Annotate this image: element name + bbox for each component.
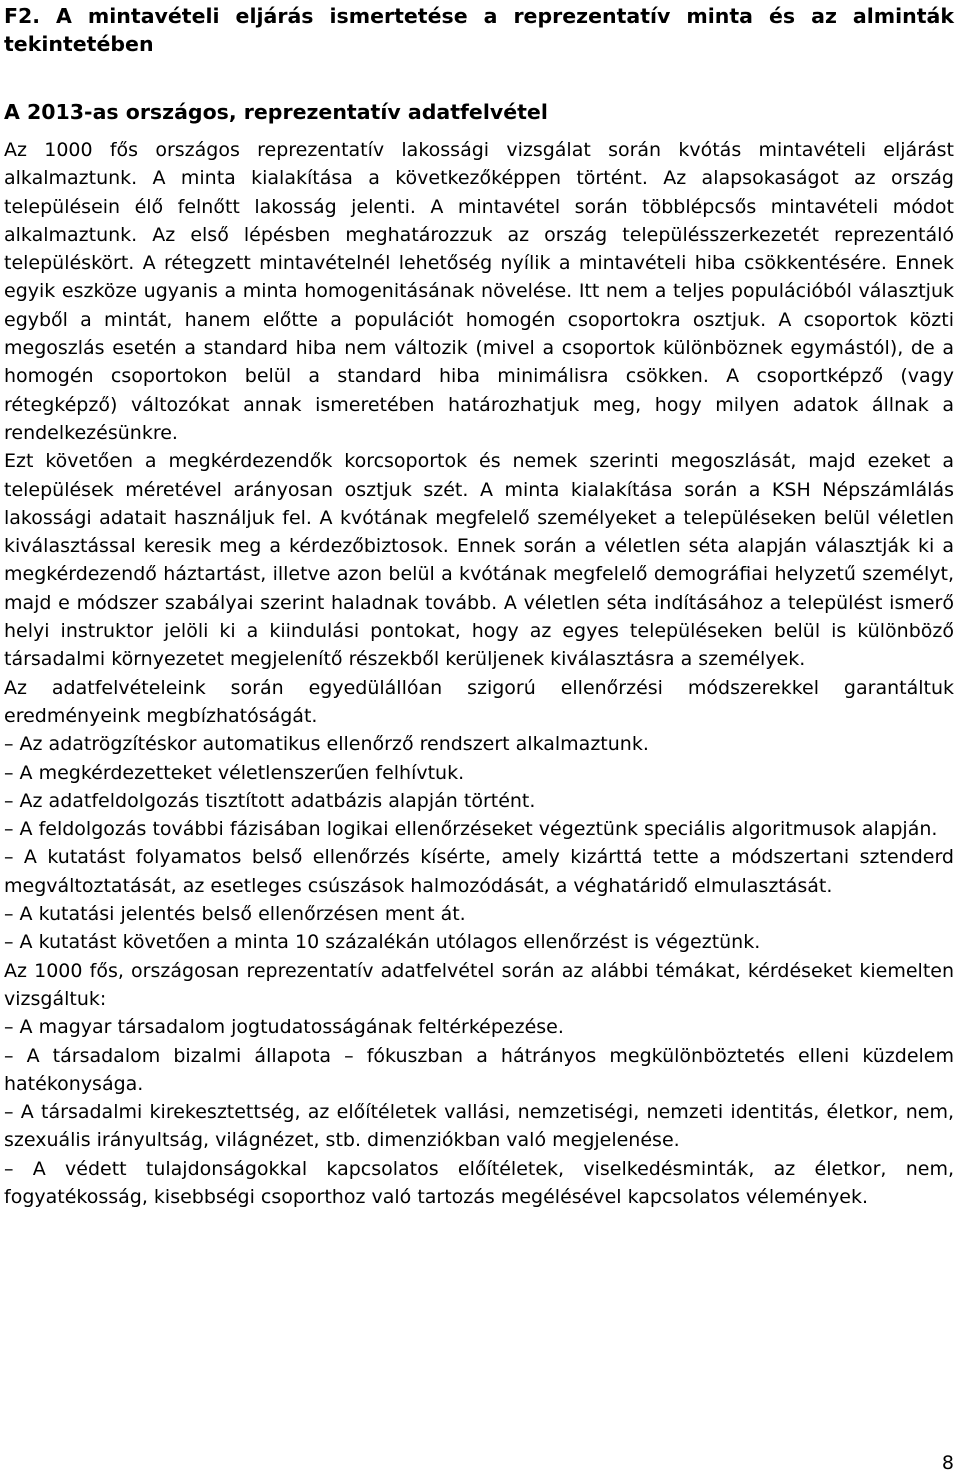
- list-item: – Az adatrögzítéskor automatikus ellenőrző rendszert alkalmaztunk.: [4, 733, 649, 756]
- list-item: – A kutatási jelentés belső ellenőrzésen ment át.: [4, 903, 466, 926]
- paragraph-quality-control: Az adatfelvételeink során egyedülállóan szigorú ellenőrzési módszerekkel garantáltuk eredményeink megbízhatóságát.: [4, 676, 954, 727]
- list-item: – A magyar társadalom jogtudatosságának feltérképezése.: [4, 1016, 564, 1039]
- list-item: – A társadalom bizalmi állapota – fókuszban a hátrányos megkülönböztetés elleni küzdelem hatékonysága.: [4, 1044, 954, 1095]
- list-item: – A kutatást követően a minta 10 százalékán utólagos ellenőrzést is végeztünk.: [4, 931, 761, 954]
- list-item: – A megkérdezetteket véletlenszerűen felhívtuk.: [4, 761, 465, 784]
- subsection-title: A 2013-as országos, reprezentatív adatfelvétel: [4, 100, 548, 124]
- paragraph-sampling-method: Az 1000 fős országos reprezentatív lakossági vizsgálat során kvótás mintavételi eljárást alkalmaztunk. A minta kialakítása a következőképpen történt. Az alapsokaságot az ország településein élő felnőtt lakosság jelenti. A mintavétel során többlépcsős mintavételi módot alkalmaztunk. Az első lépésben meghatározzuk az ország településszerkezetét reprezentáló településkört. A rétegzett mintavételnél lehetőség nyílik a mintavételi hiba csökkentésére. Ennek egyik eszköze ugyanis a minta homogenitásának növelése. Itt nem a teljes populációból választjuk egyből a mintát, hanem előtte a populációt homogén csoportokra osztjuk. A csoportok közti megoszlás esetén a standard hiba nem változik (mivel a csoportok különböznek egymástól), de a homogén csoportokon belül a standard hiba minimálisra csökken. A csoportképző (vagy rétegképző) változókat annak ismeretében határozhatjuk meg, hogy milyen adatok állnak a rendelkezésünkre.: [4, 139, 954, 444]
- body-text: [4, 136, 954, 1211]
- list-item: – A kutatást folyamatos belső ellenőrzés kísérte, amely kizárttá tette a módszertani sztenderd megváltoztatását, az esetleges csúszások halmozódását, a véghatáridő elmulasztását.: [4, 846, 954, 897]
- topics-list: [4, 1013, 954, 1211]
- list-item: – Az adatfeldolgozás tisztított adatbázis alapján történt.: [4, 789, 536, 812]
- document-page: [4, 0, 954, 1211]
- paragraph-quota-selection: Ezt követően a megkérdezendők korcsoportok és nemek szerinti megoszlását, majd ezeket a települések méretével arányosan osztjuk szét. A minta kialakítása során a KSH Népszámlálás lakossági adatait használjuk fel. A kvótának megfelelő személyeket a településeken belül véletlen kiválasztással keresik meg a kérdezőbiztosok. Ennek során a véletlen séta alapján választják ki a megkérdezendő háztartást, illetve azon belül a kvótának megfelelő demográfiai helyzetű személyt, majd e módszer szabályai szerint haladnak tovább. A véletlen séta indításához a települést ismerő helyi instruktor jelöli ki a kiindulási pontokat, hogy az egyes településeken belül is különböző társadalmi környezetet megjelenítő részekből kerüljenek kiválasztásra a személyek.: [4, 450, 954, 671]
- list-item: – A feldolgozás további fázisában logikai ellenőrzéseket végeztünk speciális algoritmusok alapján.: [4, 818, 938, 841]
- section-title: F2. A mintavételi eljárás ismertetése a reprezentatív minta és az alminták tekintetében: [4, 4, 954, 56]
- quality-control-list: [4, 730, 954, 956]
- paragraph-topics-intro: Az 1000 fős, országosan reprezentatív adatfelvétel során az alábbi témákat, kérdéseket kiemelten vizsgáltuk:: [4, 959, 954, 1010]
- list-item: – A társadalmi kirekesztettség, az előítéletek vallási, nemzetiségi, nemzeti identitás, életkor, nem, szexuális irányultság, világnézet, stb. dimenziókban való megjelenése.: [4, 1101, 954, 1152]
- list-item: – A védett tulajdonságokkal kapcsolatos előítéletek, viselkedésminták, az életkor, nem, fogyatékosság, kisebbségi csoporthoz való tartozás megélésével kapcsolatos vélemények.: [4, 1157, 954, 1208]
- page-number: 8: [941, 1452, 954, 1474]
